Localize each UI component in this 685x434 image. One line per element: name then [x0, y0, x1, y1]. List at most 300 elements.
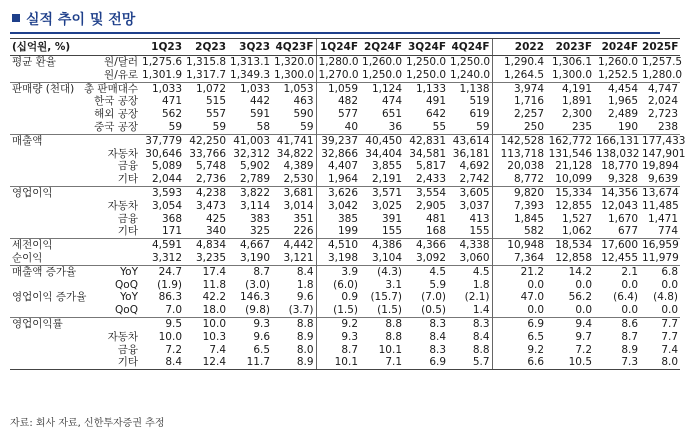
table-cell: 1,133	[404, 82, 448, 95]
row-label	[10, 213, 74, 226]
table-cell: 34,822	[276, 147, 314, 160]
table-cell: 8.7	[228, 265, 272, 278]
earnings-table	[10, 38, 685, 370]
table-cell: 1,033	[140, 82, 184, 95]
table-cell: 5,089	[151, 160, 183, 173]
table-cell: 9.4	[546, 317, 594, 330]
table-cell: 1.8	[472, 278, 490, 291]
unit-label: (십억원, %)	[10, 39, 140, 56]
table-cell: 481	[425, 212, 447, 225]
table-cell: 19,894	[642, 160, 679, 173]
table-cell: 39,237	[316, 134, 360, 147]
table-cell: 9.2	[492, 344, 546, 357]
table-cell: (3.0)	[245, 278, 271, 291]
table-cell: 4.5	[404, 265, 448, 278]
table-cell: 138,032	[596, 147, 640, 160]
table-cell: 1,301.9	[142, 68, 183, 81]
table-row	[10, 265, 680, 278]
table-cell: 4,366	[404, 239, 448, 252]
table-cell: 24.7	[140, 265, 184, 278]
table-cell: 34,404	[365, 147, 403, 160]
table-cell: (3.7)	[288, 304, 314, 317]
table-cell: 1,260.0	[362, 56, 403, 68]
table-cell: 3,626	[316, 186, 360, 199]
table-row	[10, 279, 680, 292]
row-sublabel: QoQ	[115, 278, 139, 291]
table-cell: 3,104	[371, 251, 403, 264]
table-cell: 4,442	[272, 239, 316, 252]
table-cell: 1,320.0	[274, 56, 315, 68]
table-cell: 3,190	[239, 251, 271, 264]
table-row	[10, 331, 680, 344]
row-sublabel: 기타	[117, 225, 139, 238]
col-header: 1Q24F	[316, 39, 360, 56]
table-cell: 2,789	[239, 173, 271, 186]
table-cell: 11.7	[228, 356, 272, 369]
table-cell: 5.9	[429, 278, 447, 291]
table-cell: 2,489	[607, 108, 639, 121]
table-cell: 6.9	[492, 317, 546, 330]
table-cell: 519	[469, 95, 490, 108]
row-sublabel: 중국 공장	[94, 120, 139, 133]
table-cell: 18,534	[546, 239, 594, 252]
table-row	[10, 186, 680, 199]
table-cell: 1,250.0	[406, 56, 447, 68]
table-cell: 590	[293, 108, 314, 121]
table-cell: 10.5	[546, 356, 594, 369]
table-cell: 1,250.0	[362, 68, 403, 81]
table-row	[10, 239, 680, 252]
row-label	[10, 69, 74, 82]
row-label: 순이익	[12, 251, 43, 264]
col-header: 2025F	[640, 39, 680, 56]
table-cell: 3,114	[239, 199, 271, 212]
table-cell: 4,692	[459, 160, 490, 173]
table-cell: 9.7	[575, 330, 593, 343]
table-cell: 3,855	[371, 160, 403, 173]
table-cell: 383	[249, 212, 271, 225]
table-cell: 8.8	[360, 317, 404, 330]
table-body	[10, 56, 685, 370]
row-sublabel: 금융	[117, 160, 139, 173]
table-cell: 2,191	[371, 173, 403, 186]
table-cell: 619	[469, 108, 490, 121]
col-header: 2023F	[546, 39, 594, 56]
table-cell: 7,393	[492, 200, 546, 213]
table-cell: 6.5	[492, 331, 546, 344]
table-cell: 1,072	[184, 82, 228, 95]
table-cell: 20,038	[492, 160, 546, 173]
table-cell: 1,306.1	[551, 56, 593, 68]
col-header: 2Q24F	[360, 39, 404, 56]
table-cell: 3,554	[404, 186, 448, 199]
table-cell: 3,054	[151, 199, 183, 212]
table-cell: 4.5	[448, 265, 492, 278]
table-row	[10, 252, 680, 265]
report-title: 실적 추이 및 전망	[26, 12, 136, 28]
row-sublabel	[74, 134, 140, 147]
table-cell: 32,866	[316, 148, 360, 161]
table-cell: 43,614	[448, 134, 492, 147]
table-cell: 557	[205, 108, 227, 121]
row-label: 평균 환율	[12, 56, 56, 68]
table-cell: 1,964	[316, 173, 360, 186]
table-cell: 0.0	[661, 304, 679, 317]
table-row	[10, 134, 680, 147]
table-cell: (6.4)	[613, 291, 639, 304]
row-sublabel: 기타	[117, 173, 139, 186]
table-row	[10, 356, 680, 369]
table-cell: 11,485	[642, 199, 679, 212]
table-cell: 8.0	[640, 356, 680, 369]
row-sublabel	[74, 186, 140, 199]
table-cell: 677	[617, 225, 639, 238]
table-cell: 413	[469, 212, 490, 225]
table-cell: 1,716	[492, 95, 546, 108]
table-cell: 226	[293, 225, 314, 238]
table-cell: (7.0)	[421, 291, 447, 304]
table-cell: 8.7	[316, 344, 360, 357]
row-sublabel: 자동차	[107, 330, 139, 343]
col-header: 3Q24F	[404, 39, 448, 56]
table-cell: 1,138	[448, 82, 492, 95]
table-cell: 131,546	[548, 147, 593, 160]
table-cell: 3,681	[272, 186, 316, 199]
table-cell: 11.8	[202, 278, 227, 291]
table-cell: 13,674	[642, 186, 679, 199]
row-label: 영업이익	[10, 186, 74, 199]
row-sublabel: YoY	[74, 265, 140, 278]
table-cell: 3,121	[283, 251, 314, 264]
table-cell: 8.3	[429, 343, 447, 356]
table-cell: 56.2	[568, 291, 593, 304]
table-cell: 1,240.0	[450, 68, 491, 81]
table-cell: 9,328	[607, 173, 639, 186]
table-cell: 5,902	[239, 160, 271, 173]
table-cell: 1,252.5	[597, 68, 639, 81]
table-cell: 14.2	[546, 265, 594, 278]
table-cell: 10,099	[555, 173, 593, 186]
table-cell: 425	[205, 212, 227, 225]
table-row	[10, 95, 680, 108]
table-cell: 250	[492, 121, 546, 134]
table-cell: 7.0	[165, 304, 183, 317]
table-cell: 30,646	[145, 147, 183, 160]
table-cell: 9.6	[253, 330, 271, 343]
table-cell: 0.0	[661, 278, 679, 291]
table-cell: 340	[205, 225, 227, 238]
table-cell: 1.8	[296, 278, 314, 291]
table-cell: (1.5)	[316, 304, 360, 317]
table-cell: 21,128	[555, 160, 593, 173]
row-sublabel: 자동차	[107, 199, 139, 212]
table-cell: 59	[476, 120, 490, 133]
table-cell: 0.0	[492, 279, 546, 292]
table-cell: (0.5)	[421, 304, 447, 317]
table-cell: 774	[657, 225, 679, 238]
table-cell: 2,736	[195, 173, 227, 186]
table-cell: 385	[316, 213, 360, 226]
table-cell: 113,718	[492, 148, 546, 161]
table-row	[10, 291, 680, 304]
table-cell: 1,315.8	[186, 56, 227, 68]
table-cell: 2,024	[647, 95, 679, 108]
table-cell: 32,312	[233, 147, 271, 160]
table-cell: 3,974	[492, 82, 546, 95]
col-header: 2024F	[594, 39, 640, 56]
table-cell: (9.8)	[245, 304, 271, 317]
table-cell: 59	[300, 120, 314, 133]
table-cell: 7.3	[594, 356, 640, 369]
table-cell: 59	[168, 120, 183, 133]
table-cell: 9.5	[140, 317, 184, 330]
table-cell: 1,033	[228, 82, 272, 95]
table-cell: 9.2	[316, 317, 360, 330]
table-cell: 6.8	[640, 265, 680, 278]
table-cell: 1,313.1	[230, 56, 271, 68]
row-sublabel: YoY	[120, 291, 139, 304]
table-cell: 199	[316, 225, 360, 238]
table-cell: 1.4	[472, 304, 490, 317]
table-cell: 177,433	[642, 134, 685, 147]
table-cell: 1,965	[607, 95, 639, 108]
table-cell: 1,250.0	[406, 68, 447, 81]
table-cell: 8.4	[272, 265, 316, 278]
table-cell: 8.3	[448, 317, 492, 330]
table-row	[10, 160, 680, 173]
table-cell: 12,855	[555, 199, 593, 212]
table-cell: (6.0)	[316, 279, 360, 292]
table-cell: 0.0	[575, 304, 593, 317]
table-cell: 1,290.4	[492, 56, 546, 69]
row-label: 영업이익률	[10, 317, 74, 330]
row-label	[10, 121, 74, 134]
row-sublabel: 한국 공장	[94, 95, 139, 108]
table-cell: 2,742	[459, 173, 490, 186]
table-cell: 41,741	[272, 134, 316, 147]
table-cell: 1,280.0	[316, 56, 360, 69]
row-label: 영업이익 증가율	[12, 291, 87, 304]
table-cell: 8.9	[296, 330, 314, 343]
row-sublabel	[74, 252, 140, 265]
table-cell: 10,948	[492, 239, 546, 252]
table-cell: 4,338	[448, 239, 492, 252]
table-cell: 12,043	[601, 199, 639, 212]
table-cell: 7.2	[165, 343, 183, 356]
row-label: 매출액 증가율	[12, 265, 77, 278]
table-cell: 86.3	[158, 291, 183, 304]
row-label: 매출액	[10, 134, 74, 147]
table-cell: 42.2	[202, 291, 227, 304]
table-cell: 2,044	[151, 173, 183, 186]
table-cell: 471	[161, 95, 183, 108]
row-label	[10, 173, 74, 186]
table-row	[10, 121, 680, 134]
table-row	[10, 148, 680, 161]
table-cell: 238	[657, 120, 679, 133]
table-row	[10, 225, 680, 238]
table-cell: (4.3)	[360, 265, 404, 278]
table-cell: 1,670	[607, 212, 639, 225]
table-cell: 0.0	[492, 304, 546, 317]
title-square-icon	[12, 14, 20, 22]
table-cell: 235	[571, 120, 593, 133]
table-cell: 8.7	[621, 330, 639, 343]
row-sublabel: 해외 공장	[94, 108, 139, 121]
table-cell: 10.1	[316, 356, 360, 369]
title-bar	[10, 8, 660, 34]
table-row	[10, 69, 680, 82]
table-cell: 33,766	[189, 147, 227, 160]
table-cell: 1,124	[360, 82, 404, 95]
table-cell: 3,037	[459, 199, 490, 212]
table-row	[10, 82, 680, 95]
table-cell: 4,238	[184, 186, 228, 199]
table-cell: 0.9	[316, 291, 360, 304]
table-cell: 1,260.0	[597, 56, 639, 68]
table-cell: 1,270.0	[316, 69, 360, 82]
table-row	[10, 344, 680, 357]
col-header: 2022	[492, 39, 546, 56]
table-cell: 55	[432, 120, 447, 133]
table-cell: 10.0	[158, 330, 183, 343]
row-sublabel: 원/달러	[104, 56, 139, 68]
table-cell: 155	[381, 225, 403, 238]
table-cell: 162,772	[546, 134, 594, 147]
table-cell: 3,593	[140, 186, 184, 199]
table-cell: 4,389	[283, 160, 314, 173]
table-cell: 3,198	[316, 252, 360, 265]
table-cell: 2,723	[647, 108, 679, 121]
table-cell: 9,639	[647, 173, 679, 186]
table-cell: 1,845	[492, 213, 546, 226]
table-cell: 17.4	[184, 265, 228, 278]
table-cell: 3,605	[448, 186, 492, 199]
table-cell: 190	[617, 120, 639, 133]
col-header: 1Q23	[140, 39, 184, 56]
table-row	[10, 317, 680, 330]
table-row	[10, 304, 680, 317]
table-cell: 8.9	[621, 343, 639, 356]
table-cell: 18,770	[601, 160, 639, 173]
table-cell: 463	[293, 95, 314, 108]
table-cell: 12.4	[184, 356, 228, 369]
table-cell: 4,191	[546, 82, 594, 95]
row-label	[10, 279, 74, 292]
table-cell: 34,581	[409, 147, 447, 160]
table-cell: 1,300.0	[551, 68, 593, 81]
table-cell: 4,667	[228, 239, 272, 252]
table-cell: 8.4	[429, 330, 447, 343]
table-cell: 2,300	[561, 108, 593, 121]
table-cell: 8.8	[272, 317, 316, 330]
table-cell: 6.9	[404, 356, 448, 369]
table-cell: 6.5	[253, 343, 271, 356]
table-cell: 3,235	[195, 251, 227, 264]
row-label	[10, 356, 74, 369]
table-cell: 351	[293, 212, 314, 225]
table-cell: 58	[256, 120, 271, 133]
row-sublabel: 원/유로	[104, 68, 139, 81]
row-sublabel: 총 판매대수	[74, 82, 140, 95]
table-cell: 0.0	[621, 278, 639, 291]
table-cell: 171	[161, 225, 183, 238]
table-cell: 10.1	[378, 343, 403, 356]
table-cell: 15,334	[546, 186, 594, 199]
table-cell: 482	[316, 95, 360, 108]
row-label: 세전이익	[10, 239, 74, 252]
table-cell: 4,747	[640, 82, 680, 95]
table-cell: 5,817	[415, 160, 447, 173]
table-cell: 642	[425, 108, 447, 121]
table-cell: 42,831	[404, 134, 448, 147]
table-cell: 59	[212, 120, 227, 133]
table-cell: 1,264.5	[492, 69, 546, 82]
table-row	[10, 173, 680, 186]
table-cell: 8.4	[140, 356, 184, 369]
table-cell: 1,471	[647, 212, 679, 225]
table-cell: 474	[381, 95, 403, 108]
table-cell: 8.0	[296, 343, 314, 356]
table-cell: 7.7	[640, 317, 680, 330]
table-cell: 5.7	[448, 356, 492, 369]
table-cell: 8,772	[492, 173, 546, 186]
row-label	[10, 200, 74, 213]
table-row	[10, 200, 680, 213]
table-cell: 36	[388, 120, 403, 133]
table-cell: (4.8)	[653, 291, 679, 304]
table-cell: 9.6	[296, 291, 314, 304]
row-label	[10, 95, 74, 108]
row-label	[10, 108, 74, 121]
table-cell: 12,858	[555, 251, 593, 264]
table-cell: 16,959	[642, 239, 679, 252]
table-row	[10, 213, 680, 226]
table-cell: 0.0	[621, 304, 639, 317]
table-cell: 7.4	[209, 343, 227, 356]
row-sublabel: 금융	[117, 212, 139, 225]
table-cell: 442	[249, 95, 271, 108]
row-sublabel	[74, 317, 140, 330]
table-cell: 1,527	[561, 212, 593, 225]
table-cell: 147,901	[642, 147, 685, 160]
table-cell: 4,386	[360, 239, 404, 252]
table-cell: 3,473	[195, 199, 227, 212]
table-cell: 4,454	[594, 82, 640, 95]
table-cell: (1.9)	[157, 278, 183, 291]
table-cell: 1,257.5	[642, 56, 683, 68]
table-cell: 12,455	[601, 251, 639, 264]
table-cell: 0.0	[575, 278, 593, 291]
table-cell: 3.1	[385, 278, 403, 291]
table-cell: 1,059	[316, 82, 360, 95]
table-cell: 40,450	[360, 134, 404, 147]
table-cell: 368	[161, 212, 183, 225]
header-row	[10, 39, 680, 56]
col-header: 4Q24F	[448, 39, 492, 56]
table-cell: 42,250	[184, 134, 228, 147]
table-cell: 3,092	[415, 251, 447, 264]
table-cell: 1,349.3	[230, 68, 271, 81]
table-cell: 2,905	[415, 199, 447, 212]
table-cell: 651	[381, 108, 403, 121]
table-cell: 10.3	[202, 330, 227, 343]
table-cell: 1,300.0	[274, 68, 315, 81]
table-cell: 1,062	[561, 225, 593, 238]
row-label	[10, 331, 74, 344]
table-cell: 2.1	[594, 265, 640, 278]
row-label	[10, 160, 74, 173]
